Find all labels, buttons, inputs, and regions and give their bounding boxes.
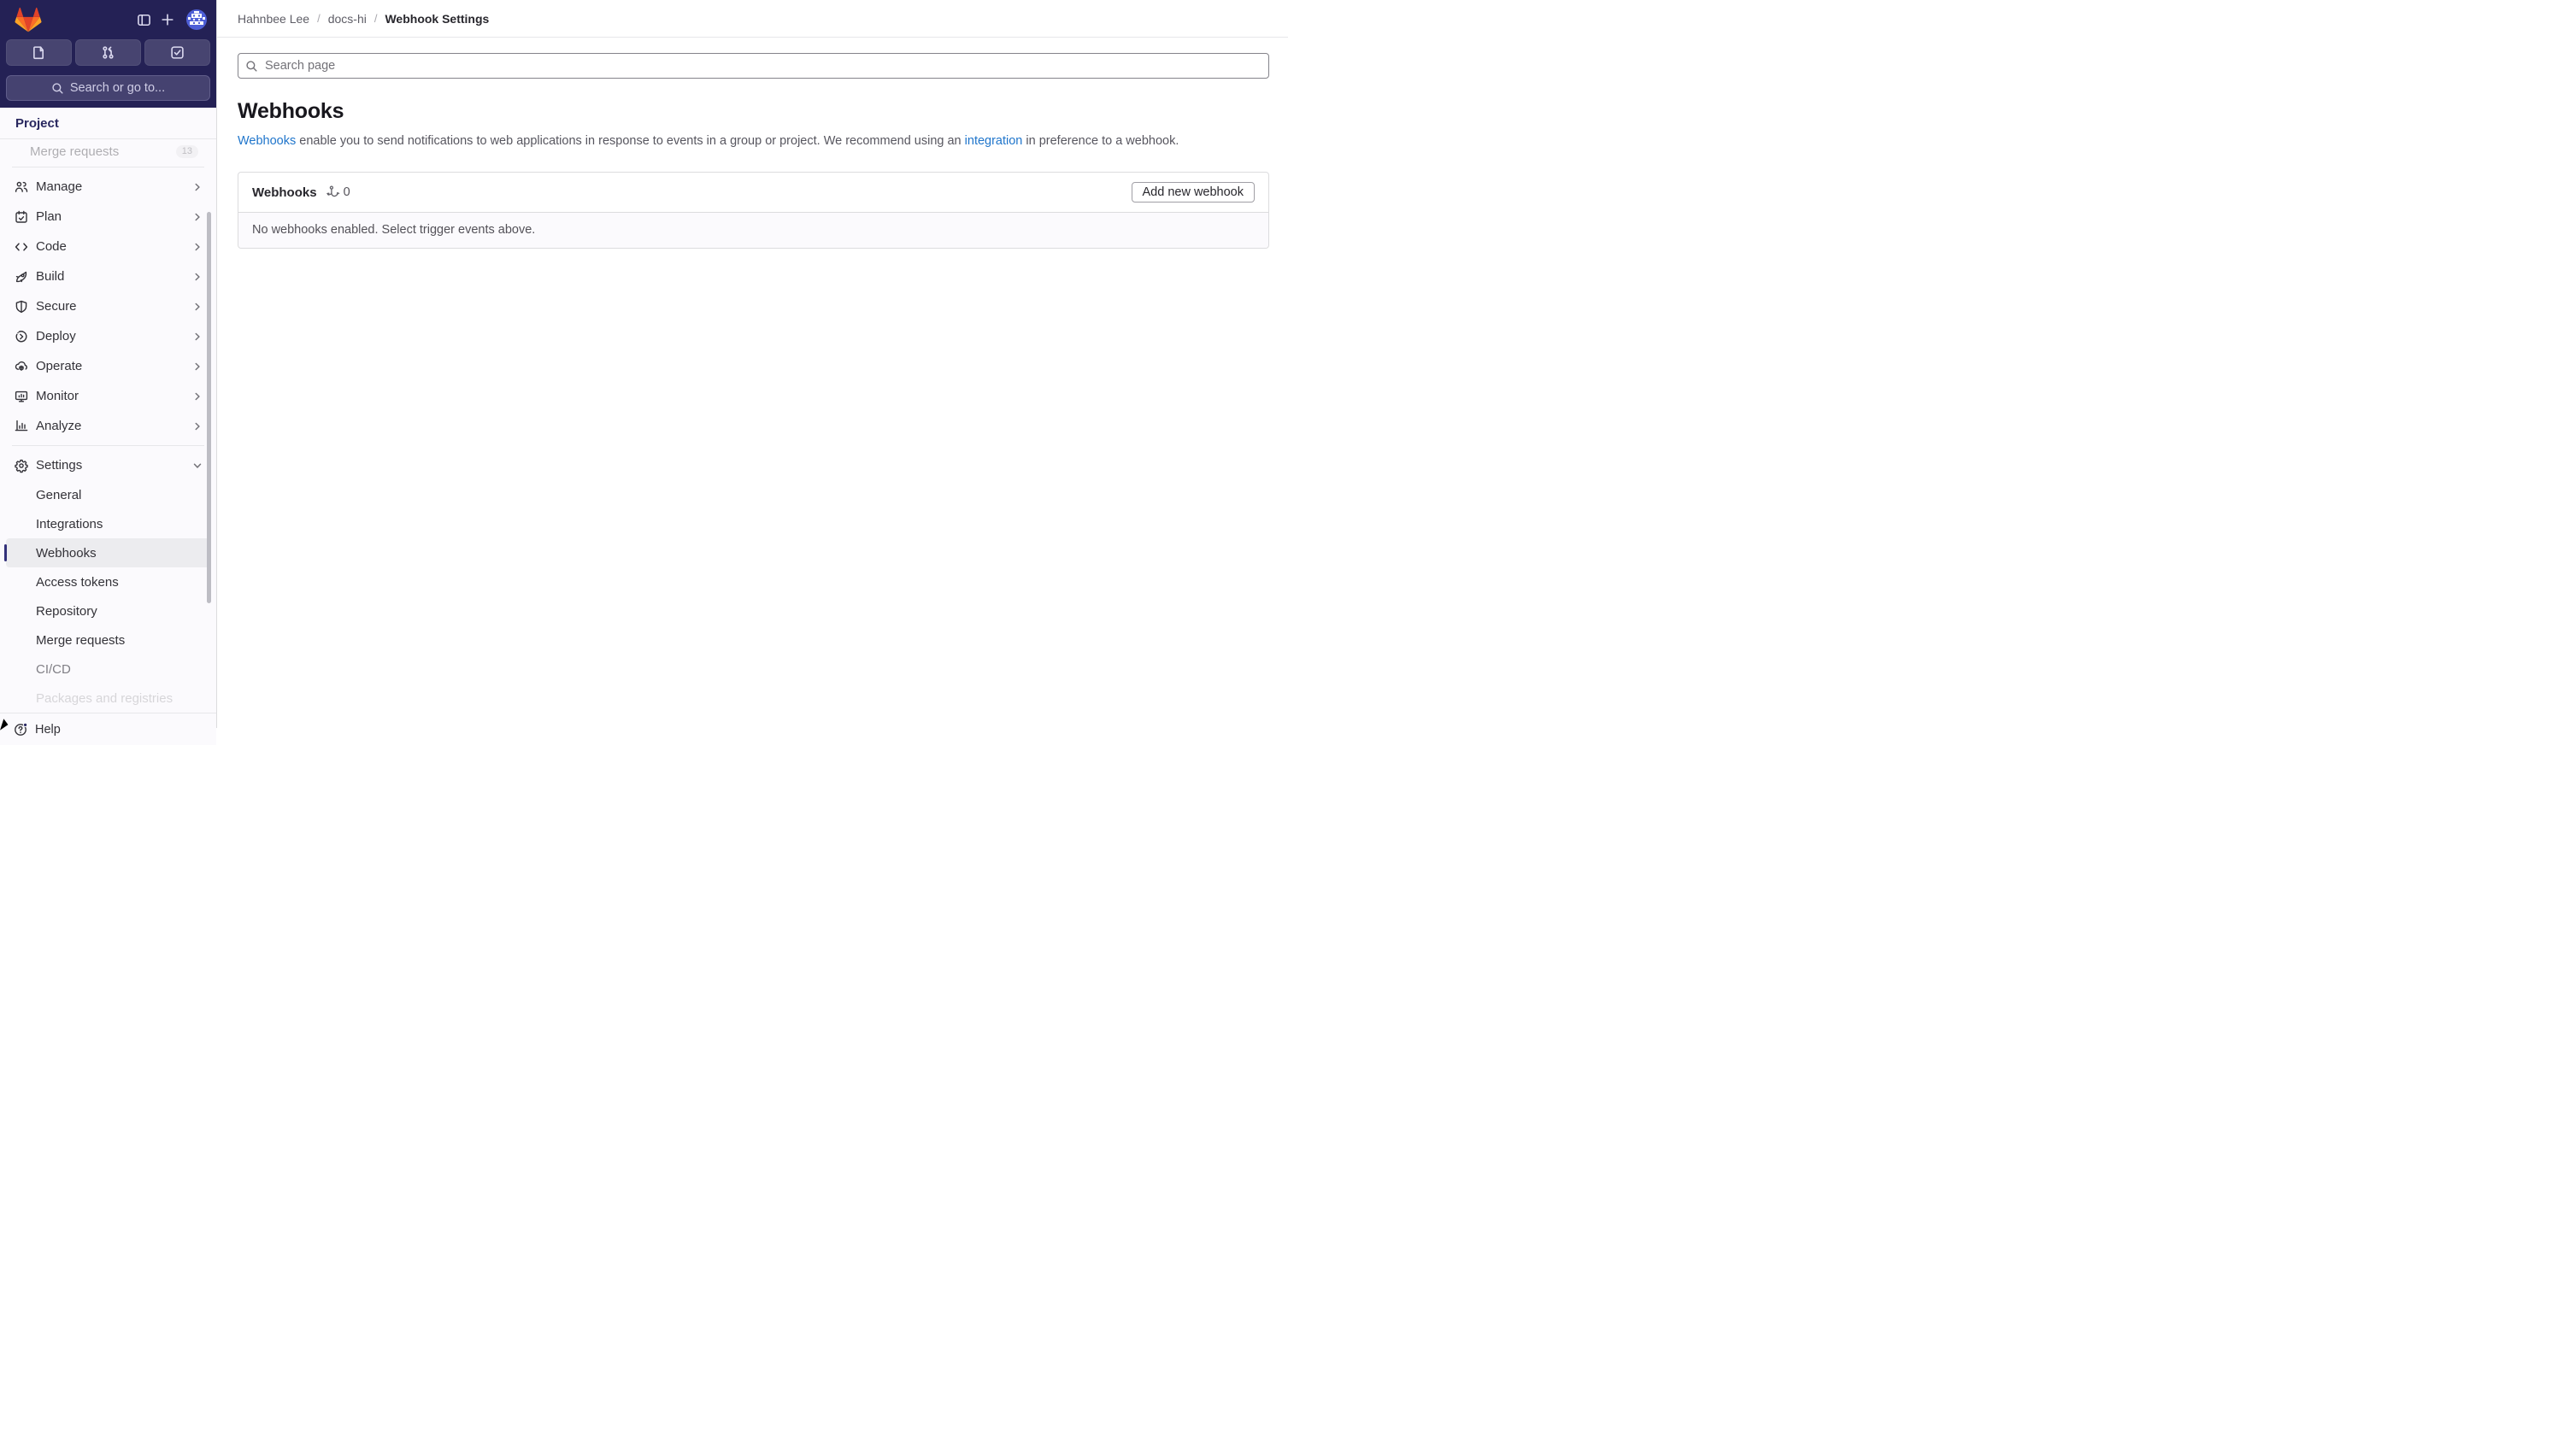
webhooks-card (238, 172, 1269, 249)
issues-icon (32, 45, 46, 60)
chevron-right-icon (191, 420, 203, 432)
breadcrumb-current: Webhook Settings (385, 11, 490, 26)
pinned-item-merge-requests[interactable]: Merge requests 13 (6, 140, 210, 162)
create-new-button[interactable] (156, 8, 179, 32)
plus-icon (161, 13, 174, 26)
sidebar-scrollbar-thumb[interactable] (207, 212, 211, 603)
sidebar-item-webhooks[interactable]: Webhooks (6, 538, 210, 567)
help-icon (14, 722, 28, 737)
chart-icon (15, 420, 28, 433)
search-icon (51, 82, 64, 95)
sidebar-item-manage[interactable]: Manage (6, 172, 210, 202)
chevron-right-icon (191, 181, 203, 193)
merge-requests-count-badge: 13 (176, 145, 198, 158)
search-or-go-to-label: Search or go to... (69, 81, 166, 95)
sidebar-item-repository[interactable]: Repository (36, 603, 97, 619)
gear-icon (15, 459, 28, 473)
code-icon (15, 240, 28, 254)
sidebar-item-cicd[interactable]: CI/CD (36, 661, 71, 677)
users-icon (15, 180, 28, 194)
sidebar-header (0, 0, 216, 108)
sidebar-item-operate[interactable]: Operate (6, 351, 210, 381)
collapse-sidebar-button[interactable] (132, 8, 156, 32)
monitor-icon (15, 390, 28, 403)
sidebar-menu (0, 139, 216, 713)
sidebar-item-deploy[interactable]: Deploy (6, 321, 210, 351)
breadcrumb-project[interactable]: docs-hi (327, 11, 367, 26)
deploy-icon (15, 330, 28, 343)
gitlab-logo-icon[interactable] (15, 7, 42, 33)
context-label: Project (15, 115, 59, 131)
main-panel (217, 0, 1288, 728)
help-button[interactable]: Help (0, 713, 216, 745)
page-description: Webhooks enable you to send notifications to web applications in response to events in a group or project. We recommend using an integration in preference to a webhook. (238, 134, 1179, 148)
sidebar-item-packages[interactable]: Packages and registries (36, 690, 173, 706)
sidebar-item-merge-requests[interactable]: Merge requests (36, 632, 126, 648)
chevron-right-icon (191, 361, 203, 373)
hook-icon (326, 185, 339, 199)
sidebar-item-analyze[interactable]: Analyze (6, 411, 210, 441)
search-icon (245, 60, 258, 73)
integration-link[interactable]: integration (964, 134, 1023, 148)
breadcrumb-separator: / (317, 12, 321, 25)
empty-state-message: No webhooks enabled. Select trigger events above. (238, 212, 1268, 248)
sidebar-item-monitor[interactable]: Monitor (6, 381, 210, 411)
sidebar-item-build[interactable]: Build (6, 261, 210, 291)
gitlab-app (0, 0, 1288, 737)
chevron-down-icon (191, 460, 203, 472)
sidebar-item-access-tokens[interactable]: Access tokens (36, 574, 119, 590)
breadcrumb-separator: / (373, 12, 378, 25)
sidebar-panel-icon (137, 13, 151, 27)
search-or-go-to[interactable] (6, 75, 210, 101)
sidebar-item-plan[interactable]: Plan (6, 202, 210, 232)
page-content (217, 38, 1288, 249)
merge-requests-shortcut-button[interactable] (75, 39, 141, 66)
sidebar-item-settings[interactable]: Settings (6, 450, 210, 480)
chevron-right-icon (191, 390, 203, 402)
user-avatar[interactable] (186, 9, 207, 30)
rocket-icon (15, 270, 28, 284)
chevron-right-icon (191, 271, 203, 283)
breadcrumb (217, 0, 1288, 38)
task-done-icon (170, 45, 185, 60)
todo-shortcut-button[interactable] (144, 39, 210, 66)
webhooks-docs-link[interactable]: Webhooks (238, 134, 297, 148)
webhook-count: 0 (343, 185, 350, 199)
chevron-right-icon (191, 241, 203, 253)
shield-icon (15, 300, 28, 314)
sidebar (0, 0, 217, 737)
chevron-right-icon (191, 301, 203, 313)
sidebar-item-secure[interactable]: Secure (6, 291, 210, 321)
issues-shortcut-button[interactable] (6, 39, 72, 66)
card-title: Webhooks (252, 185, 317, 200)
page-search-input[interactable] (238, 53, 1269, 79)
add-new-webhook-button[interactable]: Add new webhook (1132, 182, 1256, 203)
sidebar-item-integrations[interactable]: Integrations (36, 516, 103, 531)
chevron-right-icon (191, 331, 203, 343)
calendar-icon (15, 210, 28, 224)
sidebar-context-header (0, 108, 216, 139)
breadcrumb-user[interactable]: Hahnbee Lee (238, 11, 310, 26)
sidebar-item-general[interactable]: General (36, 487, 82, 502)
divider (12, 445, 204, 446)
page-title: Webhooks (238, 99, 344, 123)
merge-request-icon (101, 45, 115, 60)
sidebar-item-code[interactable]: Code (6, 232, 210, 261)
sidebar-shortcut-buttons (6, 39, 210, 66)
cloud-pod-icon (15, 360, 28, 373)
chevron-right-icon (191, 211, 203, 223)
